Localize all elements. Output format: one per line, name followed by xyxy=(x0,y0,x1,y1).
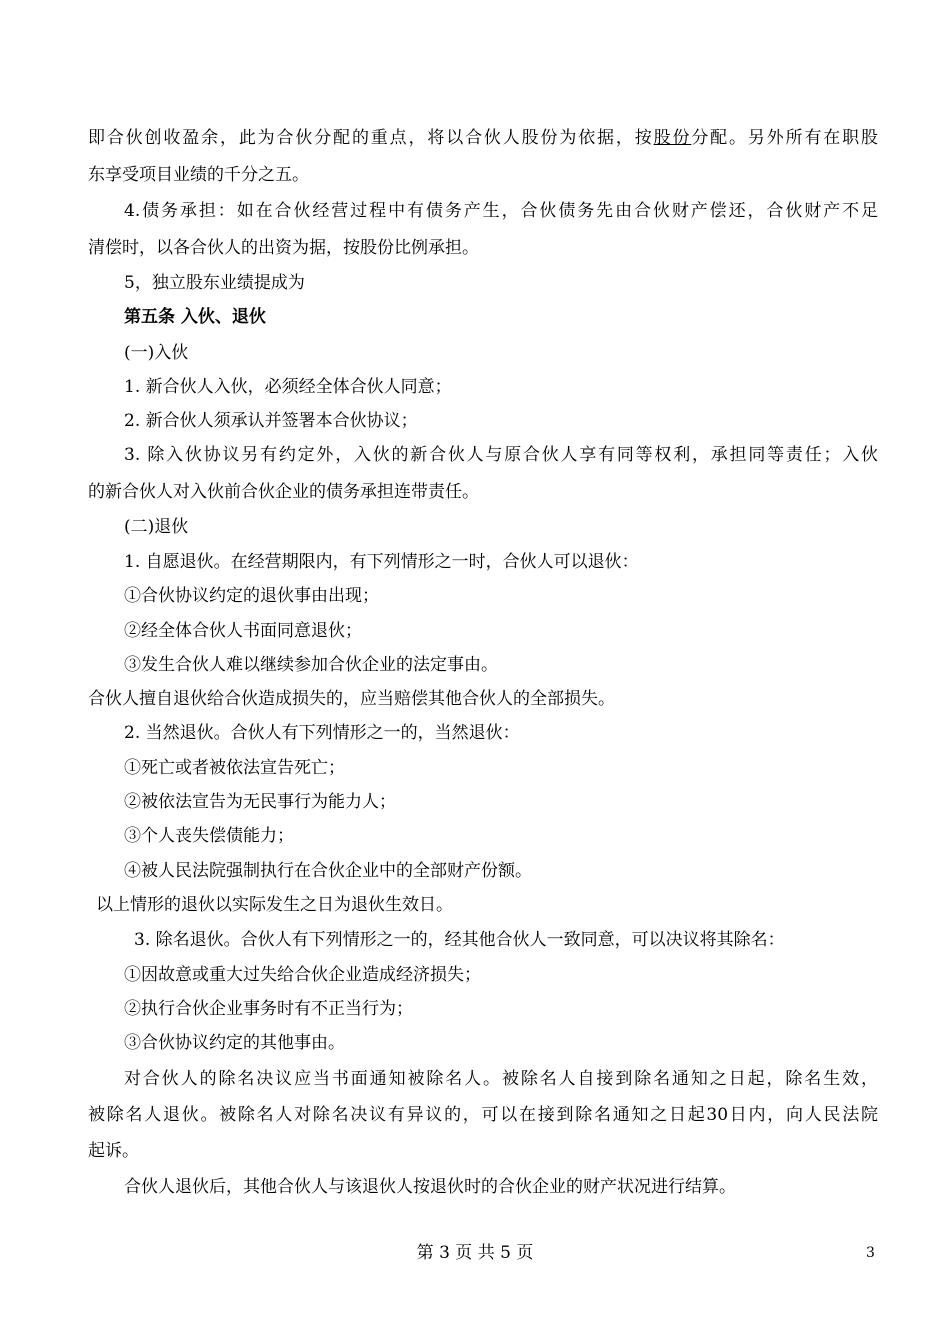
paragraph-line: 即合伙创收盈余，此为合伙分配的重点，将以合伙人股份为依据，按股份分配。另外所有在职股 xyxy=(88,128,878,148)
paragraph-line: 清偿时，以各合伙人的出资为据，按股份比例承担。 xyxy=(88,238,479,258)
list-item: ②执行合伙企业事务时有不正当行为； xyxy=(124,999,413,1019)
list-item: 3. 除名退伙。合伙人有下列情形之一的，经其他合伙人一致同意，可以决议将其除名： xyxy=(134,930,785,950)
list-item: ①死亡或者被依法宣告死亡； xyxy=(124,758,345,778)
underlined-term: 股份 xyxy=(653,128,692,148)
subsection-heading: (二)退伙 xyxy=(124,517,189,537)
list-item: ②经全体合伙人书面同意退伙； xyxy=(124,621,362,641)
paragraph-line: 合伙人退伙后，其他合伙人与该退伙人按退伙时的合伙企业的财产状况进行结算。 xyxy=(124,1177,736,1197)
paragraph-line: 合伙人擅自退伙给合伙造成损失的，应当赔偿其他合伙人的全部损失。 xyxy=(88,689,615,709)
list-item: ①合伙协议约定的退伙事由出现； xyxy=(124,586,379,606)
section-heading: 第五条 入伙、退伙 xyxy=(124,307,266,327)
paragraph-line: 5，独立股东业绩提成为 xyxy=(124,273,305,293)
list-item: 1. 新合伙人入伙，必须经全体合伙人同意； xyxy=(124,377,452,397)
list-item: 2. 当然退伙。合伙人有下列情形之一的，当然退伙： xyxy=(124,723,520,743)
list-item: ③个人丧失偿债能力； xyxy=(124,826,294,846)
paragraph-line: 东享受项目业绩的千分之五。 xyxy=(88,165,309,185)
list-item: ①因故意或重大过失给合伙企业造成经济损失； xyxy=(124,965,481,985)
paragraph-line: 的新合伙人对入伙前合伙企业的债务承担连带责任。 xyxy=(88,482,479,502)
page-footer: 第 3 页 共 5 页 xyxy=(416,1243,534,1263)
list-item: ③发生合伙人难以继续参加合伙企业的法定事由。 xyxy=(124,655,498,675)
list-item: ②被依法宣告为无民事行为能力人； xyxy=(124,792,396,812)
list-item: 2. 新合伙人须承认并签署本合伙协议； xyxy=(124,411,418,431)
list-item: ④被人民法院强制执行在合伙企业中的全部财产份额。 xyxy=(124,861,532,881)
paragraph-line: 被除名人退伙。被除名人对除名决议有异议的，可以在接到除名通知之日起30日内，向人民法院 xyxy=(88,1105,878,1125)
paragraph-line: 起诉。 xyxy=(88,1141,139,1161)
paragraph-line: 对合伙人的除名决议应当书面通知被除名人。被除名人自接到除名通知之日起，除名生效， xyxy=(124,1069,878,1089)
debt-clause-line: 4.债务承担：如在合伙经营过程中有债务产生，合伙债务先由合伙财产偿还，合伙财产不足 xyxy=(124,201,878,221)
list-item: 3. 除入伙协议另有约定外，入伙的新合伙人与原合伙人享有同等权利，承担同等责任；入伙 xyxy=(124,445,878,465)
list-item: 1. 自愿退伙。在经营期限内，有下列情形之一时，合伙人可以退伙： xyxy=(124,552,639,572)
page-number: 3 xyxy=(866,1245,875,1261)
list-item: ③合伙协议约定的其他事由。 xyxy=(124,1033,345,1053)
subsection-heading: (一)入伙 xyxy=(124,343,189,363)
paragraph-line: 以上情形的退伙以实际发生之日为退伙生效日。 xyxy=(96,895,453,915)
